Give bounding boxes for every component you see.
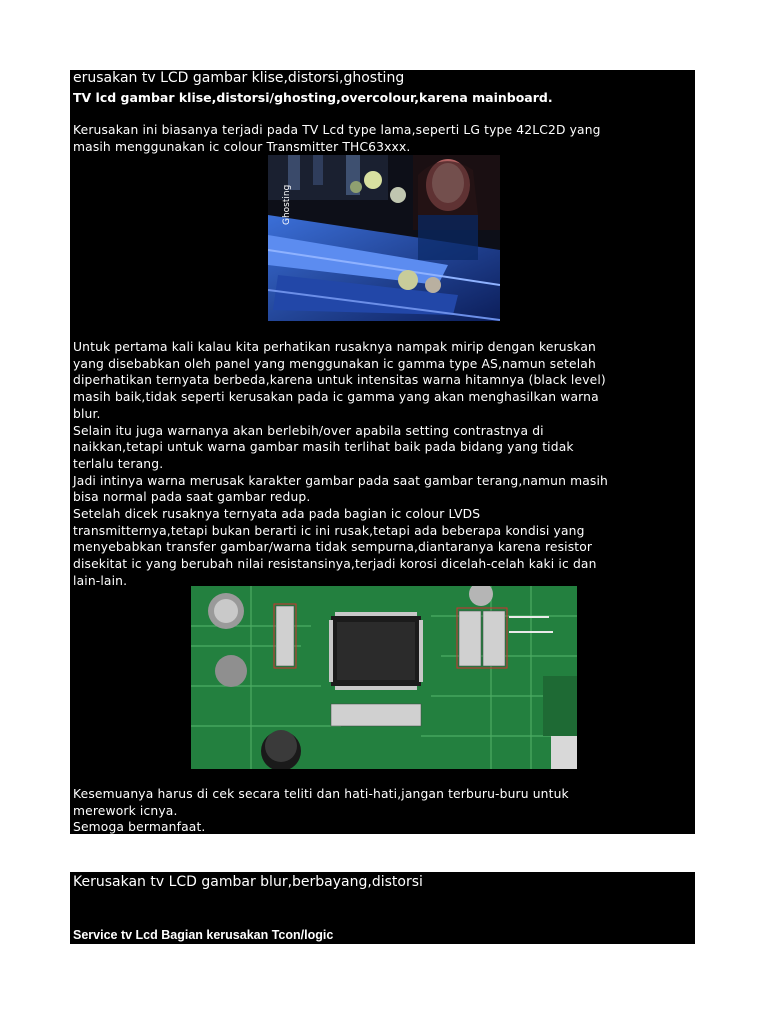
text-line: bisa normal pada saat gambar redup. [73, 490, 311, 505]
pcb-photo [191, 586, 577, 769]
text-line: masih menggunakan ic colour Transmitter THC63xxx. [73, 139, 411, 154]
article-title: erusakan tv LCD gambar klise,distorsi,ghosting [73, 70, 405, 86]
ghosting-label: Ghosting [282, 184, 292, 225]
text-line: Selain itu juga warnanya akan berlebih/over apabila setting contrastnya di [73, 423, 544, 438]
text-line: lain-lain. [73, 573, 128, 588]
text-line: Untuk pertama kali kalau kita perhatikan rusaknya nampak mirip dengan keruskan [73, 340, 596, 354]
article-title: Kerusakan tv LCD gambar blur,berbayang,distorsi [73, 874, 423, 890]
text-line: merework icnya. [73, 803, 178, 818]
article-block-2 [70, 872, 695, 944]
intro-paragraph [73, 122, 693, 155]
text-line: menyebabkan transfer gambar/warna tidak sempurna,diantaranya karena resistor [73, 540, 593, 555]
text-line: terlalu terang. [73, 456, 164, 471]
text-line: naikkan,tetapi untuk warna gambar masih terlihat baik pada bidang yang tidak [73, 440, 574, 455]
text-line: masih baik,tidak seperti kerusakan pada ic gamma yang akan menghasilkan warna [73, 390, 599, 405]
text-line: transmitternya,tetapi bukan berarti ic ini rusak,tetapi ada beberapa kondisi yang [73, 523, 585, 538]
text-line: Jadi intinya warna merusak karakter gambar pada saat gambar terang,namun masih [73, 473, 608, 488]
body-paragraph [73, 339, 693, 590]
text-line: Semoga bermanfaat. [73, 820, 206, 835]
text-line: Kerusakan ini biasanya terjadi pada TV Lcd type lama,seperti LG type 42LC2D yang [73, 123, 601, 137]
text-line: Setelah dicek rusaknya ternyata ada pada bagian ic colour LVDS [73, 507, 481, 522]
article-block-1 [70, 70, 695, 834]
text-line: Kesemuanya harus di cek secara teliti dan hati-hati,jangan terburu-buru untuk [73, 787, 569, 801]
text-line: disekitat ic yang berubah nilai resistansinya,terjadi korosi dicelah-celah kaki ic dan [73, 557, 597, 572]
text-line: blur. [73, 406, 101, 421]
text-line: yang disebabkan oleh panel yang menggunakan ic gamma type AS,namun setelah [73, 356, 596, 371]
ghosting-photo [268, 155, 500, 321]
closing-paragraph [73, 786, 693, 836]
article-subtitle: TV lcd gambar klise,distorsi/ghosting,overcolour,karena mainboard. [73, 90, 553, 105]
article-subtitle: Service tv Lcd Bagian kerusakan Tcon/logic [73, 928, 334, 942]
text-line: diperhatikan ternyata berbeda,karena untuk intensitas warna hitamnya (black level) [73, 373, 606, 388]
